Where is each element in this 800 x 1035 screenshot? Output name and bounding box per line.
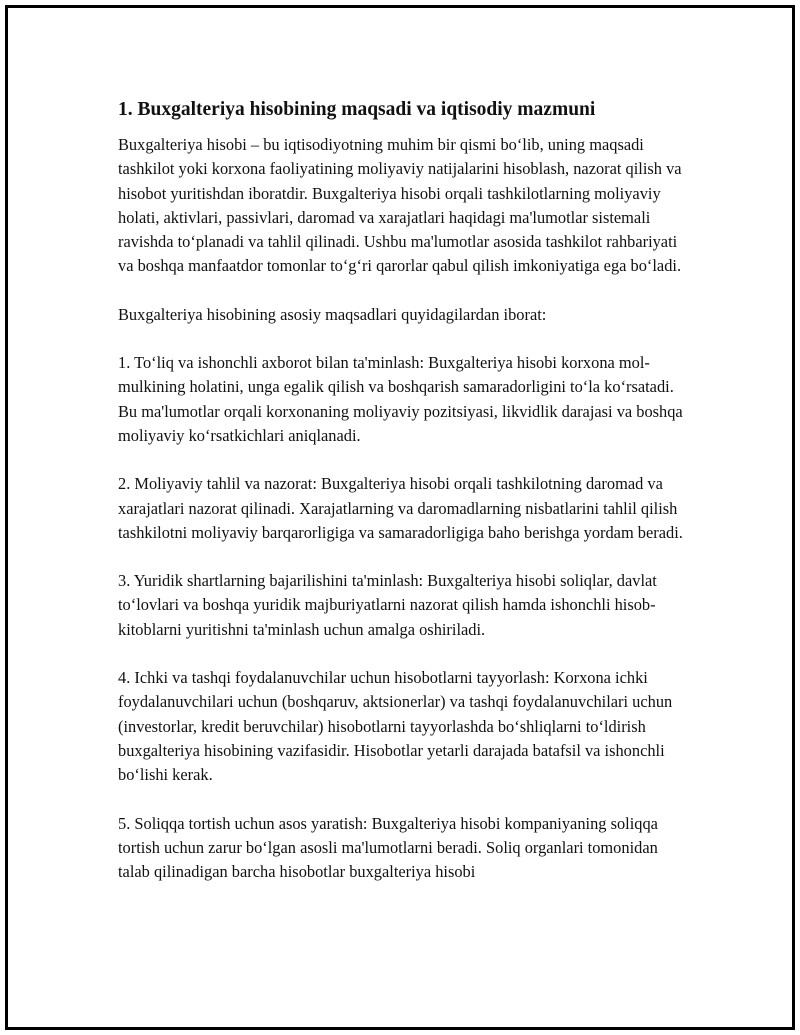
goal-item-4: 4. Ichki va tashqi foydalanuvchilar uchun hisobotlarni tayyorlash: Korxona ichki foydalanuvchilari uchun (boshqaruv, aktsionerlar) va tashqi foydalanuvchilari uchun (investorlar, kredit beruvchilar) hisobotlarni tayyorlashda bo‘shliqlarni to‘ldirish buxgalteriya hisobining vazifasidir. Hisobotlar yetarli darajada batafsil va ishonchli bo‘lishi kerak. — [118, 668, 673, 785]
section-heading: 1. Buxgalteriya hisobining maqsadi va iqtisodiy mazmuni — [118, 99, 596, 120]
goal-item-5: 5. Soliqqa tortish uchun asos yaratish: Buxgalteriya hisobi kompaniyaning soliqqa tortish uchun zarur bo‘lgan asosli ma'lumotlarni beradi. Soliq organlari tomonidan talab qilinadigan barcha hisobotlar buxgalteriya hisobi — [118, 813, 658, 882]
goal-item-1: 1. To‘liq va ishonchli axborot bilan ta'minlash: Buxgalteriya hisobi korxona mol-mulkining holatini, unga egalik qilish va boshqarish samaradorligini to‘la ko‘rsatadi. Bu ma'lumotlar orqali korxonaning moliyaviy pozitsiyasi, likvidlik darajasi va boshqa moliyaviy ko‘rsatkichlari aniqlanadi. — [118, 353, 683, 445]
goals-intro-paragraph: Buxgalteriya hisobining asosiy maqsadlari quyidagilardan iborat: — [118, 304, 547, 324]
goal-item-3: 3. Yuridik shartlarning bajarilishini ta'minlash: Buxgalteriya hisobi soliqlar, davlat to‘lovlari va boshqa yuridik majburiyatlarni nazorat qilish hamda ishonchli hisob-kitoblarni yuritishni ta'minlash uchun amalga oshiriladi. — [118, 571, 657, 639]
goal-item-2: 2. Moliyaviy tahlil va nazorat: Buxgalteriya hisobi orqali tashkilotning daromad va xarajatlari nazorat qilinadi. Xarajatlarning va daromadlarning nisbatlarini tahlil qilish tashkilotni moliyaviy barqarorligiga va samaradorligiga baho berishga yordam beradi. — [118, 474, 683, 542]
page-frame — [5, 5, 795, 1030]
intro-paragraph: Buxgalteriya hisobi – bu iqtisodiyotning muhim bir qismi bo‘lib, uning maqsadi tashkilot yoki korxona faoliyatining moliyaviy natijalarini hisoblash, nazorat qilish va hisobot yuritishdan iboratdir. Buxgalteriya hisobi orqali tashkilotlarning moliyaviy holati, aktivlari, passivlari, daromad va xarajatlari haqidagi ma'lumotlar sistemali ravishda to‘planadi va tahlil qilinadi. Ushbu ma'lumotlar asosida tashkilot rahbariyati va boshqa manfaatdor tomonlar to‘g‘ri qarorlar qabul qilish imkoniyatiga ega bo‘ladi. — [118, 135, 682, 276]
document-body — [118, 96, 690, 908]
